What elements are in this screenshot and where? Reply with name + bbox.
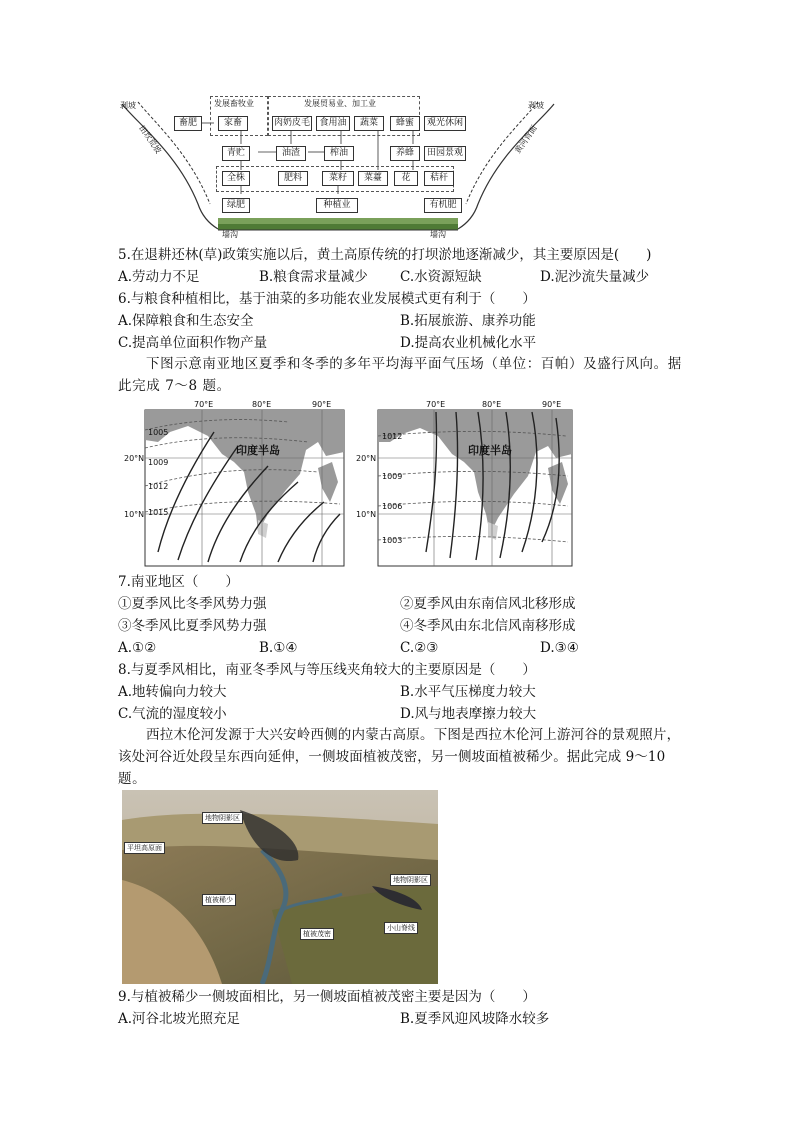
q7-statement-1: ①夏季风比冬季风势力强 — [118, 596, 267, 612]
q6-option-a: A.保障粮食和生态安全 — [118, 313, 254, 329]
winter-lon-90: 90°E — [542, 400, 562, 409]
box-silage: 青贮 — [222, 146, 250, 161]
intro-9-10-line2: 该处河谷近处段呈东西向延伸，一侧坡面植被茂密，另一侧坡面植被稀少。据此完成 9～10 — [118, 749, 666, 765]
q8-option-c: C.气流的湿度较小 — [118, 706, 227, 722]
box-flower: 花 — [394, 171, 418, 186]
q8-option-d: D.风与地表摩擦力较大 — [400, 706, 537, 722]
q7-option-c: C.②③ — [400, 640, 439, 656]
summer-lat-10: 10°N — [124, 510, 145, 519]
photo-label-dense-vegetation: 植被茂密 — [300, 928, 334, 940]
q5-option-c: C.水资源短缺 — [400, 269, 482, 285]
q6-option-d: D.提高农业机械化水平 — [400, 335, 537, 351]
q9-stem: 9.与植被稀少一侧坡面相比，另一侧坡面植被茂密主要是因为（ ） — [118, 989, 536, 1005]
box-vegetable: 蔬菜 — [354, 116, 384, 131]
box-livestock: 家畜 — [218, 116, 248, 131]
photo-label-plateau: 平坦高原面 — [124, 842, 165, 854]
winter-peninsula-label: 印度半岛 — [468, 444, 512, 457]
intro-7-8-line2: 此完成 7～8 题。 — [118, 378, 231, 394]
curve-right-label: 黄河背面 — [513, 123, 539, 156]
curve-left-label: 田坎荒坡 — [137, 123, 163, 156]
winter-isobar-1009: 1009 — [382, 472, 403, 481]
box-beekeeping: 养蜂 — [390, 146, 420, 161]
winter-lat-10: 10°N — [356, 510, 377, 519]
box-green-manure: 绿肥 — [222, 198, 250, 213]
intro-7-8-line1: 下图示意南亚地区夏季和冬季的多年平均海平面气压场（单位：百帕）及盛行风向。据 — [146, 356, 682, 372]
photo-label-shadow-2: 地物阴影区 — [390, 874, 431, 886]
q8-option-b: B.水平气压梯度力较大 — [400, 684, 536, 700]
summer-lon-80: 80°E — [252, 400, 272, 409]
q6-stem: 6.与粮食种植相比，基于油菜的多功能农业发展模式更有利于（ ） — [118, 291, 536, 307]
q6-option-b: B.拓展旅游、康养功能 — [400, 313, 536, 329]
box-planting: 种植业 — [316, 198, 358, 213]
winter-lon-80: 80°E — [482, 400, 502, 409]
box-field-landscape: 田园景观 — [424, 146, 466, 161]
box-honey: 蜂蜜 — [390, 116, 420, 131]
q7-statement-2: ②夏季风由东南信风北移形成 — [400, 596, 576, 612]
box-oil-press: 榨油 — [324, 146, 354, 161]
summer-isobar-1015: 1015 — [148, 508, 169, 517]
box-edible-oil: 食用油 — [316, 116, 350, 131]
box-manure: 畜肥 — [174, 116, 202, 131]
box-sightseeing: 观光休闲 — [424, 116, 466, 131]
q7-statement-4: ④冬季风由东北信风南移形成 — [400, 618, 576, 634]
winter-lat-20: 20°N — [356, 454, 377, 463]
photo-label-sparse-vegetation: 植被稀少 — [202, 894, 236, 906]
summer-peninsula-label: 印度半岛 — [236, 444, 280, 457]
q9-option-a: A.河谷北坡光照充足 — [118, 1011, 241, 1027]
summer-isobar-1012: 1012 — [148, 482, 169, 491]
photo-label-shadow-1: 地物阴影区 — [202, 812, 243, 824]
summer-pressure-map — [118, 402, 350, 570]
box-meat-milk: 肉奶皮毛 — [272, 116, 312, 131]
q7-option-d: D.③④ — [540, 640, 579, 656]
q7-statement-3: ③冬季风比夏季风势力强 — [118, 618, 267, 634]
winter-pressure-map — [356, 402, 576, 570]
box-rape-stalk: 菜薹 — [358, 171, 388, 186]
box-organic-fertilizer: 有机肥 — [424, 198, 462, 213]
bottom-left-label: 墙沟 — [222, 230, 238, 239]
q8-stem: 8.与夏季风相比，南亚冬季风与等压线夹角较大的主要原因是（ ） — [118, 662, 536, 678]
slope-right-label: 剥坡 — [528, 101, 544, 110]
intro-9-10-line3: 题。 — [118, 771, 147, 787]
q7-option-a: A.①② — [118, 640, 157, 656]
winter-isobar-1003: 1003 — [382, 536, 403, 545]
q9-option-b: B.夏季风迎风坡降水较多 — [400, 1011, 550, 1027]
q5-option-b: B.粮食需求量减少 — [259, 269, 368, 285]
box-whole-plant: 全株 — [222, 171, 250, 186]
q7-option-b: B.①④ — [259, 640, 298, 656]
summer-isobar-1005: 1005 — [148, 428, 169, 437]
box-rapeseed: 菜籽 — [322, 171, 354, 186]
q6-option-c: C.提高单位面积作物产量 — [118, 335, 268, 351]
winter-lon-70: 70°E — [426, 400, 446, 409]
q5-option-a: A.劳动力不足 — [118, 269, 200, 285]
box-fertilizer: 肥料 — [278, 171, 308, 186]
river-valley-photo — [122, 790, 438, 984]
q5-option-d: D.泥沙流失量减少 — [540, 269, 650, 285]
q8-option-a: A.地转偏向力较大 — [118, 684, 227, 700]
trade-group-label: 发展贸易业、加工业 — [304, 99, 376, 108]
winter-isobar-1012: 1012 — [382, 432, 403, 441]
summer-lon-70: 70°E — [194, 400, 214, 409]
photo-label-ridge-line: 小山脊线 — [384, 922, 418, 934]
box-straw: 秸秆 — [424, 171, 454, 186]
slope-left-label: 剥坡 — [120, 101, 136, 110]
summer-lon-90: 90°E — [312, 400, 332, 409]
bottom-right-label: 墙沟 — [430, 230, 446, 239]
livestock-group-label: 发展畜牧业 — [214, 99, 254, 108]
intro-9-10-line1: 西拉木伦河发源于大兴安岭西侧的内蒙古高原。下图是西拉木伦河上游河谷的景观照片， — [146, 727, 681, 743]
agriculture-diagram — [118, 94, 558, 242]
q7-stem: 7.南亚地区（ ） — [118, 574, 239, 590]
winter-isobar-1006: 1006 — [382, 502, 403, 511]
box-oil-residue: 油渣 — [276, 146, 306, 161]
q5-stem: 5.在退耕还林(草)政策实施以后，黄土高原传统的打坝淤地逐渐减少，其主要原因是( ) — [118, 247, 652, 263]
summer-isobar-1009: 1009 — [148, 458, 169, 467]
summer-lat-20: 20°N — [124, 454, 145, 463]
